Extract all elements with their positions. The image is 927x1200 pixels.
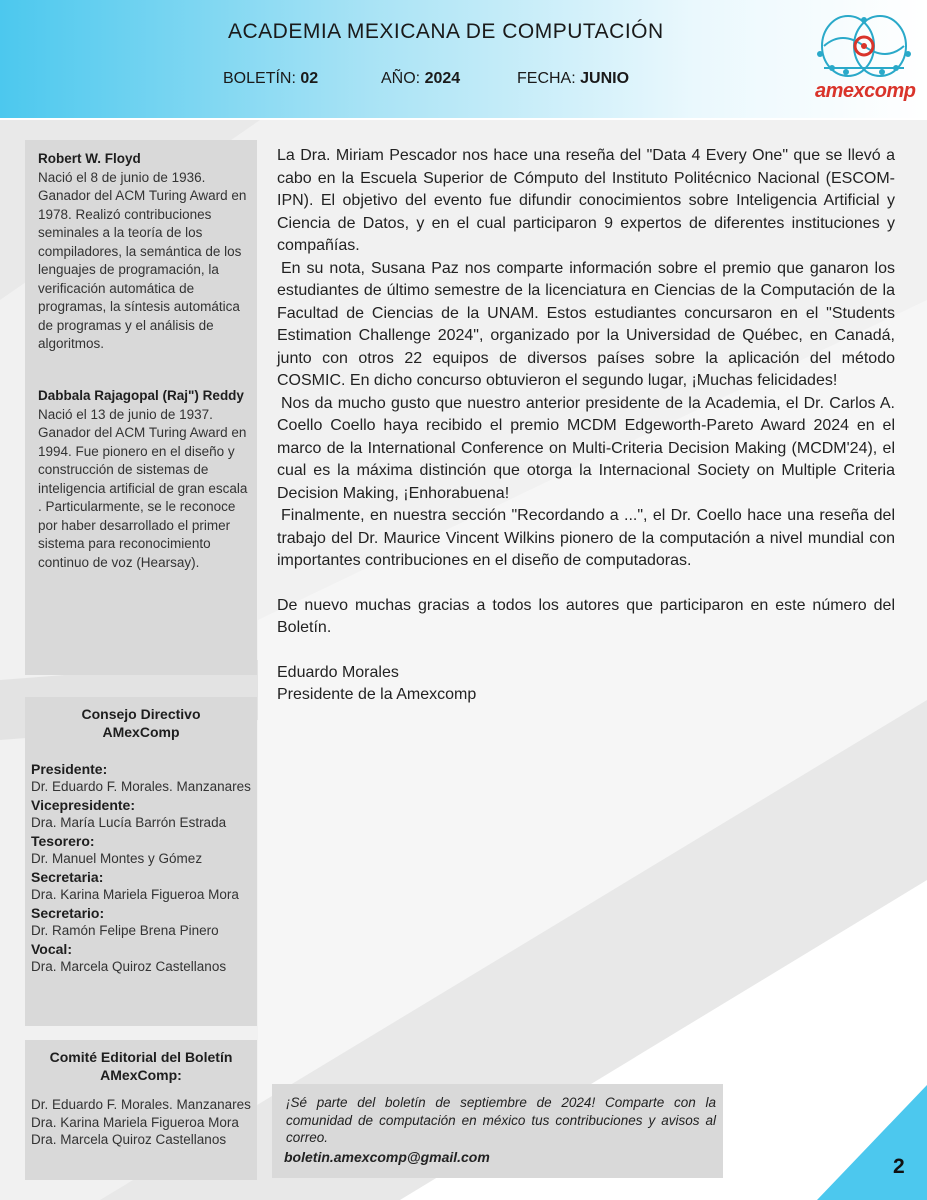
bio-text: Nació el 13 de junio de 1937. Ganador del ACM Turing Award en 1994. Fue pionero en el diseño y construcción de sistemas de inteligencia artificial de gran escala . Particularmente, se le reconoce por haber desarrollado el primer sistema para reconocimiento continuo de voz (Hearsay). (38, 406, 248, 570)
consejo-roles (31, 760, 253, 976)
bio-name: Robert W. Floyd (38, 151, 141, 166)
comite-members (31, 1096, 255, 1149)
comite-member: Dra. Karina Mariela Figueroa Mora (31, 1114, 239, 1130)
role-name: Dra. Marcela Quiroz Castellanos (31, 959, 227, 974)
role-label: Vicepresidente: (31, 797, 136, 813)
bio-floyd (38, 150, 248, 354)
anio: AÑO: 2024 (381, 70, 461, 87)
role-name: Dr. Eduardo F. Morales. Manzanares (31, 779, 251, 794)
boletin-number: BOLETÍN: 02 (223, 70, 319, 87)
bio-reddy (38, 387, 248, 572)
role-name: Dr. Ramón Felipe Brena Pinero (31, 923, 219, 938)
fecha: FECHA: JUNIO (517, 70, 630, 87)
call-text: ¡Sé parte del boletín de septiembre de 2024! Comparte con la comunidad de computación en méxico tus contribuciones y avisos al correo. (286, 1095, 716, 1145)
header-banner (0, 0, 927, 118)
page-number: 2 (893, 1155, 905, 1178)
role-name: Dra. María Lucía Barrón Estrada (31, 815, 227, 830)
comite-member: Dr. Eduardo F. Morales. Manzanares (31, 1097, 251, 1112)
corner-accent (817, 1085, 927, 1200)
editorial-text (277, 145, 895, 707)
comite-member: Dra. Marcela Quiroz Castellanos (31, 1132, 227, 1147)
consejo-directivo-panel (25, 697, 257, 1026)
role-label: Secretario: (31, 905, 105, 921)
logo-text: amexcomp (815, 80, 916, 102)
role-name: Dra. Karina Mariela Figueroa Mora (31, 887, 239, 902)
comite-title: Comité Editorial del Boletín AMexComp: (49, 1049, 233, 1083)
paragraph-1: La Dra. Miriam Pescador nos hace una reseña del "Data 4 Every One" que se llevó a cabo en la Escuela Superior de Cómputo del Instituto Politécnico Nacional (ESCOM-IPN). El objetivo del evento fue difundir conocimientos sobre Inteligencia Artificial y Ciencia de Datos, y en el cual participaron 9 expertos de diferentes instituciones y compañías. (277, 147, 895, 254)
comite-editorial-panel (25, 1040, 257, 1180)
consejo-title: Consejo Directivo AMexComp (81, 706, 201, 740)
paragraph-5: De nuevo muchas gracias a todos los autores que participaron en este número del Boletín. (277, 596, 895, 636)
contact-email-link[interactable]: boletin.amexcomp@gmail.com (284, 1149, 490, 1165)
role-label: Presidente: (31, 761, 108, 777)
bio-text: Nació el 8 de junio de 1936. Ganador del ACM Turing Award en 1978. Realizó contribuciones seminales a la teoría de los compiladores, la semántica de los lenguajes de programación, la verificación automática de programas, la síntesis automática de programas y el análisis de algoritmos. (38, 169, 247, 351)
paragraph-3: Nos da mucho gusto que nuestro anterior presidente de la Academia, el Dr. Carlos A. Coello Coello haya recibido el premio MCDM Edgeworth-Pareto Award 2024 en el marco de la International Conference on Multi-Criteria Decision Making (MCDM'24), el cual es la máxima distinción que otorga la Internacional Society on Multiple Criteria Decision Making, ¡Enhorabuena! (277, 394, 895, 502)
role-label: Tesorero: (31, 833, 95, 849)
signature-name: Eduardo Morales (277, 663, 399, 681)
role-name: Dr. Manuel Montes y Gómez (31, 851, 203, 866)
birthdays-panel (25, 140, 257, 675)
call-for-contributions (272, 1084, 723, 1178)
paragraph-2: En su nota, Susana Paz nos comparte información sobre el premio que ganaron los estudiantes de último semestre de la licenciatura en Ciencias de la Computación de la Facultad de Ciencias de la UNAM. Estos estudiantes concursaron en el "Students Estimation Challenge 2024", organizado por la Universidad de Québec, en Canadá, junto con otros 22 equipos de diversos países sobre la aplicación del método COSMIC. En dicho concurso obtuvieron el segundo lugar, ¡Muchas felicidades! (277, 259, 895, 389)
role-label: Vocal: (31, 941, 72, 957)
signature-role: Presidente de la Amexcomp (277, 686, 477, 703)
role-label: Secretaria: (31, 869, 104, 885)
bio-name: Dabbala Rajagopal (Raj") Reddy (38, 388, 244, 403)
header-title: ACADEMIA MEXICANA DE COMPUTACIÓN (228, 20, 664, 43)
paragraph-4: Finalmente, en nuestra sección "Recordando a ...", el Dr. Coello hace una reseña del trabajo del Dr. Maurice Vincent Wilkins pionero de la computación a nivel mundial con importantes contribuciones en el diseño de computadoras. (277, 507, 895, 569)
